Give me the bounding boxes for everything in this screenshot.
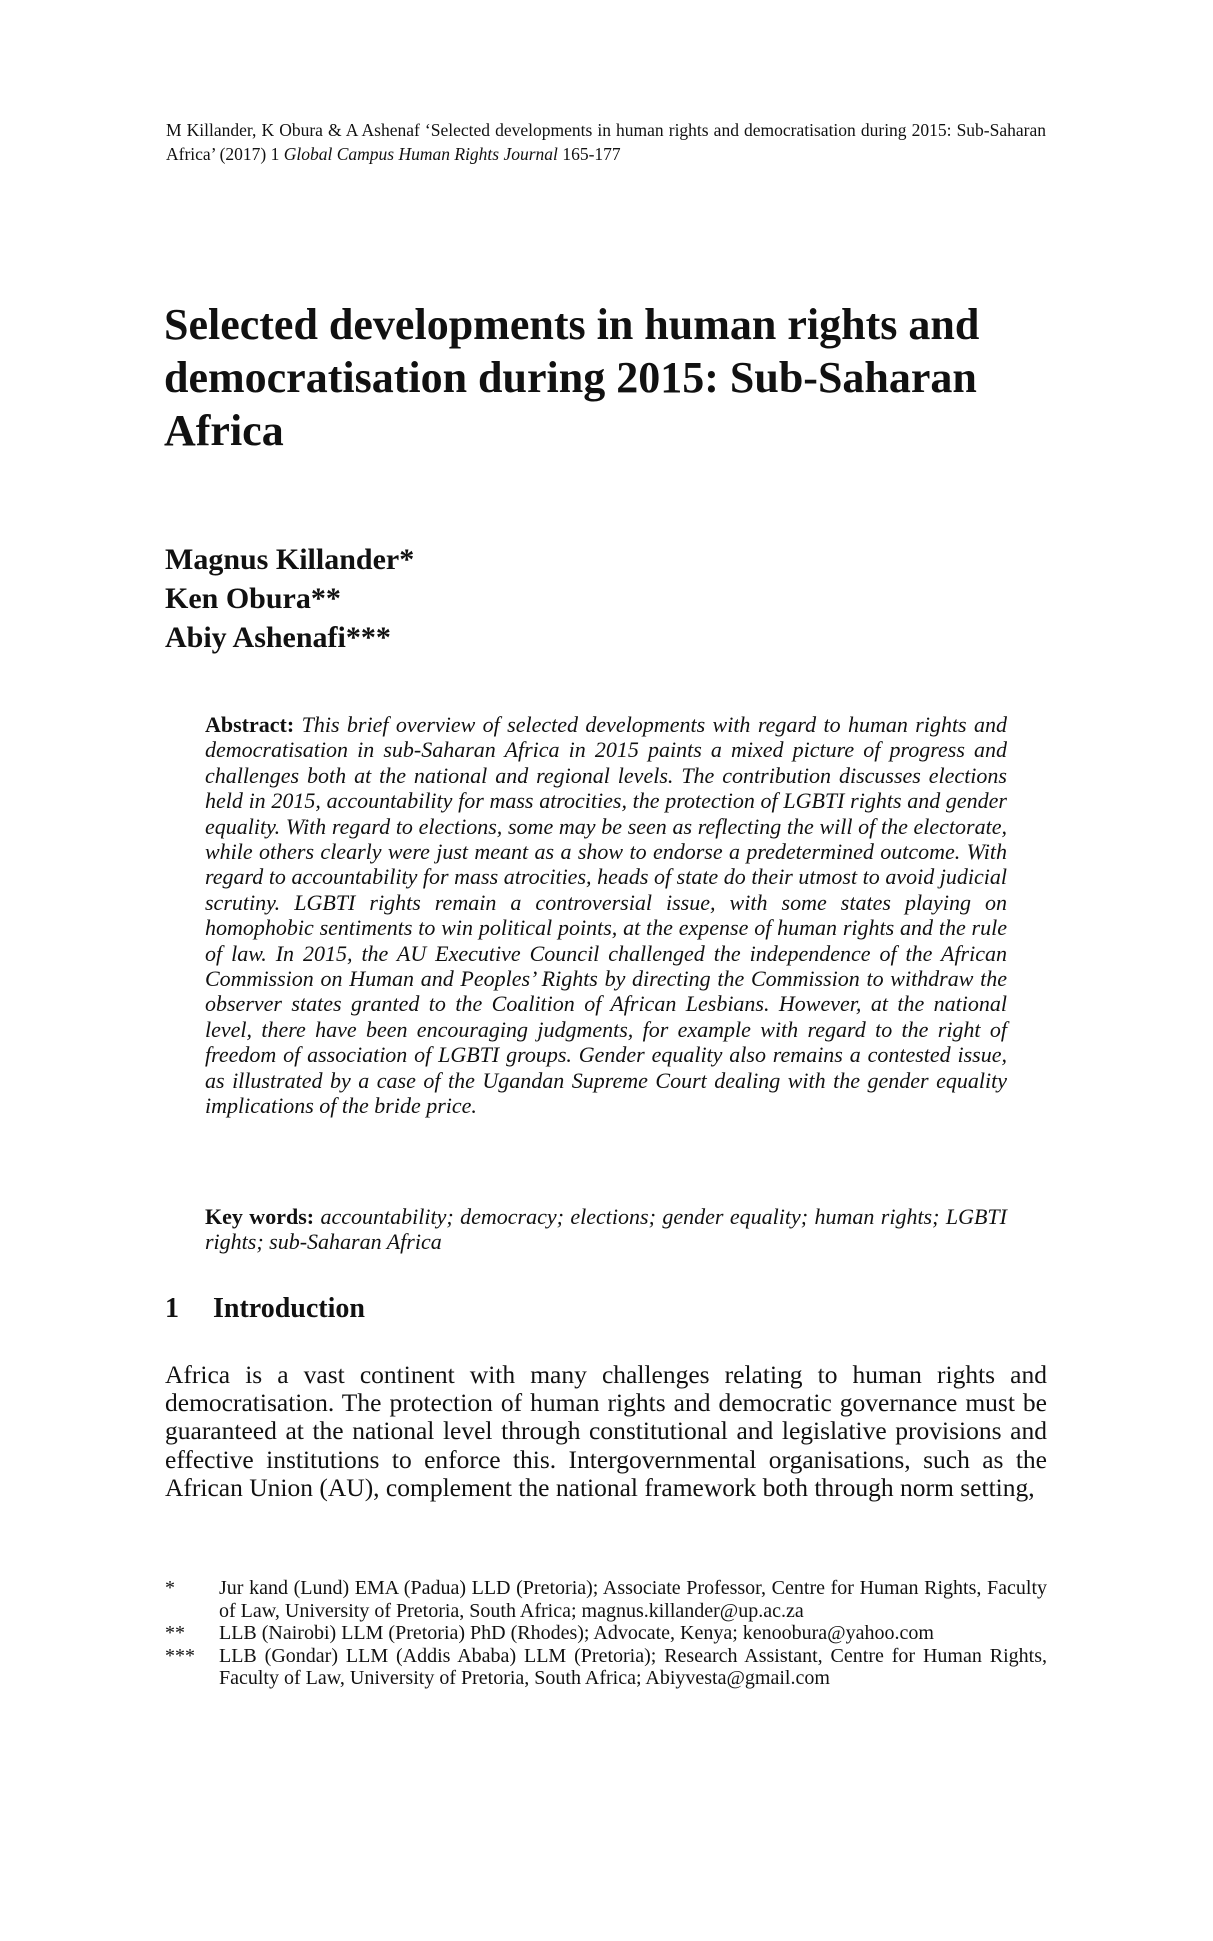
keywords-label: Key words: bbox=[205, 1204, 315, 1229]
footnote-mark: *** bbox=[165, 1644, 195, 1667]
footnotes bbox=[165, 1577, 1047, 1690]
footnote-text: LLB (Gondar) LLM (Addis Ababa) LLM (Pretoria); Research Assistant, Centre for Human Rights, Faculty of Law, University of Pretoria, South Africa; Abiyvesta@gmail.com bbox=[219, 1644, 1047, 1690]
author-obura: Ken Obura** bbox=[165, 582, 341, 615]
author-ashenafi: Abiy Ashenafi*** bbox=[165, 621, 391, 654]
abstract-text: This brief overview of selected developments with regard to human rights and democratisation in sub-Saharan Africa in 2015 paints a mixed picture of progress and challenges both at the national and regional levels. The contribution discusses elections held in 2015, accountability for mass atrocities, the protection of LGBTI rights and gender equality. With regard to elections, some may be seen as reflecting the will of the electorate, while others clearly were just meant as a show to endorse a predetermined outcome. With regard to accountability for mass atrocities, heads of state do their utmost to avoid judicial scrutiny. LGBTI rights remain a controversial issue, with some states playing on homophobic sentiments to win political points, at the expense of human rights and the rule of law. In 2015, the AU Executive Council challenged the independence of the African Commission on Human and Peoples’ Rights by directing the Commission to withdraw the observer states granted to the Coalition of African Lesbians. However, at the national level, there have been encouraging judgments, for example with regard to the right of freedom of association of LGBTI groups. Gender equality also remains a contested issue, as illustrated by a case of the Ugandan Supreme Court dealing with the gender equality implications of the bride price. bbox=[205, 712, 1008, 1119]
intro-paragraph: Africa is a vast continent with many challenges relating to human rights and democratisation. The protection of human rights and democratic governance must be guaranteed at the national level through constitutional and legislative provisions and effective institutions to enforce this. Intergovernmental organisations, such as the African Union (AU), complement the national framework both through norm setting, bbox=[165, 1360, 1047, 1502]
footnote-mark: * bbox=[165, 1577, 175, 1599]
citation-pages: 165-177 bbox=[557, 144, 621, 164]
section-title: Introduction bbox=[213, 1293, 365, 1324]
paper-title: Selected developments in human rights and democratisation during 2015: Sub-Saharan Africa bbox=[164, 300, 980, 455]
section-heading bbox=[165, 1291, 365, 1327]
footnote-obura bbox=[165, 1622, 1047, 1645]
footnote-killander bbox=[165, 1577, 1047, 1622]
abstract bbox=[205, 712, 1007, 1119]
footnote-ashenafi bbox=[165, 1645, 1047, 1690]
footnote-mark: ** bbox=[165, 1622, 185, 1645]
citation-header bbox=[166, 118, 1046, 166]
author-list bbox=[165, 540, 414, 657]
keywords bbox=[205, 1204, 1007, 1255]
section-number: 1 bbox=[165, 1293, 179, 1324]
author-killander: Magnus Killander* bbox=[165, 543, 415, 576]
citation-authors-title: M Killander, K Obura & A Ashenaf ‘Selected developments in human rights and democratisation during 2015: Sub-Saharan Africa’ (2017) 1 bbox=[166, 120, 1046, 164]
abstract-label: Abstract: bbox=[205, 712, 295, 737]
citation-journal: Global Campus Human Rights Journal bbox=[283, 144, 558, 164]
footnote-text: LLB (Nairobi) LLM (Pretoria) PhD (Rhodes); Advocate, Kenya; kenoobura@yahoo.com bbox=[219, 1622, 934, 1645]
keywords-text: accountability; democracy; elections; gender equality; human rights; LGBTI rights; sub-Saharan Africa bbox=[205, 1204, 1007, 1255]
footnote-text: Jur kand (Lund) EMA (Padua) LLD (Pretoria); Associate Professor, Centre for Human Rights, Faculty of Law, University of Pretoria, South Africa; magnus.killander@up.ac.za bbox=[219, 1577, 1047, 1622]
